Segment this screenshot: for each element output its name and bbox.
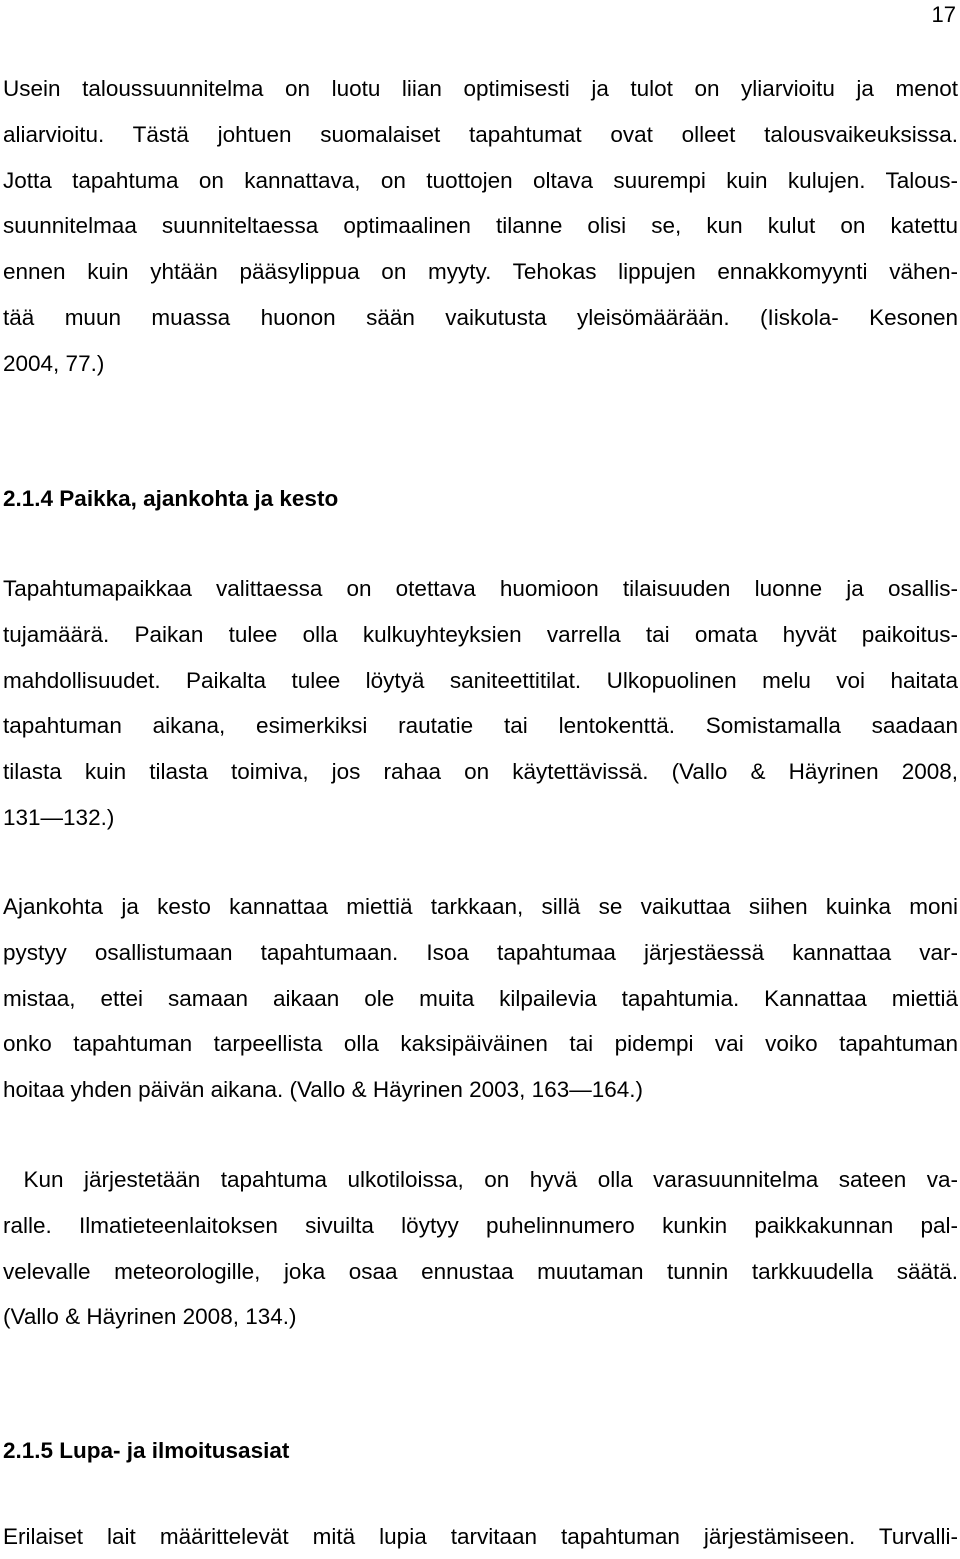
text-line: mahdollisuudet. Paikalta tulee löytyä saniteettitilat. Ulkopuolinen melu voi haitata (3, 667, 958, 693)
text-line: mistaa, ettei samaan aikaan ole muita kilpailevia tapahtumia. Kannattaa miettiä (3, 985, 958, 1011)
paragraph-weather (3, 1157, 958, 1340)
text-line: Tapahtumapaikkaa valittaessa on otettava huomioon tilaisuuden luonne ja osallis- (3, 576, 958, 601)
text-line: hoitaa yhden päivän aikana. (Vallo & Häyrinen 2003, 163—164.) (3, 1077, 644, 1103)
text-line: 2004, 77.) (3, 350, 105, 376)
paragraph-permits (3, 1515, 958, 1559)
text-line: Kun järjestetään tapahtuma ulkotiloissa, on hyvä olla varasuunnitelma sateen va- (3, 1167, 958, 1192)
text-line: tilasta kuin tilasta toimiva, jos rahaa on käytettävissä. (Vallo & Häyrinen 2008, (3, 759, 958, 785)
text-line: Erilaiset lait määrittelevät mitä lupia tarvitaan tapahtuman järjestämiseen. Turvalli- (3, 1524, 958, 1549)
text-line: (Vallo & Häyrinen 2008, 134.) (3, 1304, 297, 1330)
text-line: tapahtuman aikana, esimerkiksi rautatie tai lentokenttä. Somistamalla saadaan (3, 713, 958, 739)
text-line: onko tapahtuman tarpeellista olla kaksipäiväinen tai pidempi vai voiko tapahtuman (3, 1031, 958, 1057)
text-line: pystyy osallistumaan tapahtumaan. Isoa tapahtumaa järjestäessä kannattaa var- (3, 939, 958, 965)
text-line: aliarvioitu. Tästä johtuen suomalaiset tapahtumat ovat olleet talousvaikeuksissa. (3, 121, 958, 147)
text-line: Usein taloussuunnitelma on luotu liian optimisesti ja tulot on yliarvioitu ja menot (3, 76, 958, 101)
text-line: 131—132.) (3, 804, 115, 830)
text-line: tujamäärä. Paikan tulee olla kulkuyhteyksien varrella tai omata hyvät paikoitus- (3, 621, 958, 647)
text-line: Ajankohta ja kesto kannattaa miettiä tarkkaan, sillä se vaikuttaa siihen kuinka moni (3, 894, 958, 919)
paragraph-timing (3, 884, 958, 1113)
text-line: ennen kuin yhtään pääsylippua on myyty. Tehokas lippujen ennakkomyynti vähen- (3, 259, 958, 285)
paragraph-budget (3, 66, 958, 387)
page-number: 17 (931, 2, 956, 27)
text-line: tää muun muassa huonon sään vaikutusta yleisömäärään. (Iiskola- Kesonen (3, 304, 958, 330)
section-heading-2-1-4: 2.1.4 Paikka, ajankohta ja kesto (3, 486, 339, 511)
text-line: velevalle meteorologille, joka osaa ennustaa muutaman tunnin tarkkuudella säätä. (3, 1258, 958, 1284)
section-heading-2-1-5: 2.1.5 Lupa- ja ilmoitusasiat (3, 1438, 290, 1463)
text-line: ralle. Ilmatieteenlaitoksen sivuilta löytyy puhelinnumero kunkin paikkakunnan pal- (3, 1212, 958, 1238)
paragraph-venue (3, 566, 958, 841)
text-line: Jotta tapahtuma on kannattava, on tuottojen oltava suurempi kuin kulujen. Talous- (3, 167, 958, 193)
text-line: suunnitelmaa suunniteltaessa optimaalinen tilanne olisi se, kun kulut on katettu (3, 213, 958, 239)
